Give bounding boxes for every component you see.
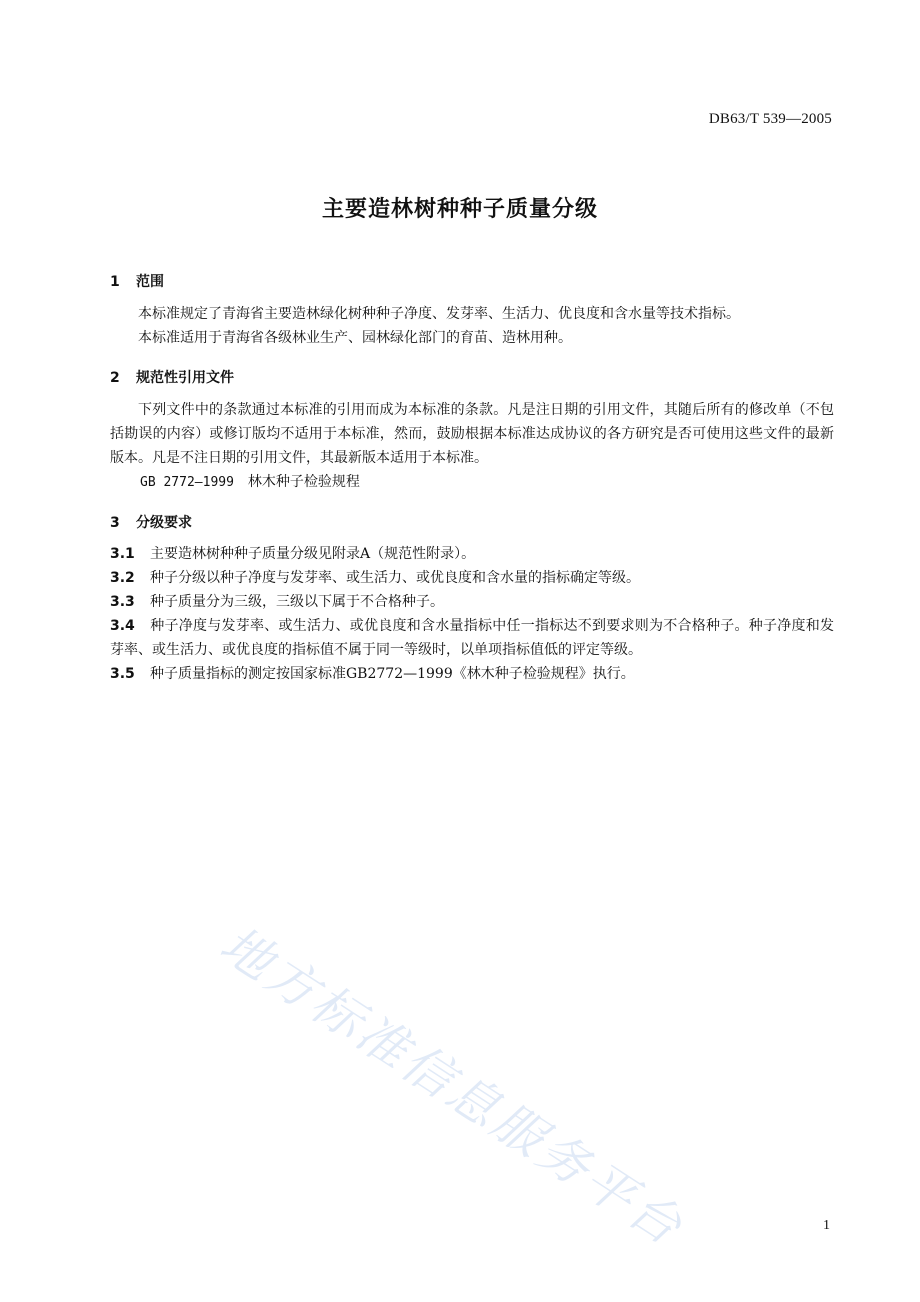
clause-text: 种子分级以种子净度与发芽率、或生活力、或优良度和含水量的指标确定等级。 bbox=[150, 570, 640, 586]
section-3-heading bbox=[110, 512, 192, 532]
section-1-body bbox=[110, 302, 834, 350]
reference-name: 林木种子检验规程 bbox=[247, 474, 360, 490]
section-1-paragraph-1: 本标准规定了青海省主要造林绿化树种种子净度、发芽率、生活力、优良度和含水量等技术指标。 bbox=[138, 306, 740, 322]
clause-text: 种子质量指标的测定按国家标准GB2772—1999《林木种子检验规程》执行。 bbox=[150, 666, 635, 682]
watermark: 地方标准信息服务平台 bbox=[210, 915, 695, 1258]
clause-3-3 bbox=[110, 590, 834, 614]
section-3-number: 3 bbox=[110, 515, 120, 531]
clause-number: 3.1 bbox=[110, 546, 135, 562]
section-2-paragraph: 下列文件中的条款通过本标准的引用而成为本标准的条款。凡是注日期的引用文件，其随后所有的修改单（不包括勘误的内容）或修订版均不适用于本标准，然而，鼓励根据本标准达成协议的各方研究是否可使用这些文件的最新版本。凡是不注日期的引用文件，其最新版本适用于本标准。 bbox=[110, 402, 834, 466]
clause-text: 种子净度与发芽率、或生活力、或优良度和含水量指标中任一指标达不到要求则为不合格种子。种子净度和发芽率、或生活力、或优良度的指标值不属于同一等级时，以单项指标值低的评定等级。 bbox=[110, 618, 834, 658]
section-2-body bbox=[110, 398, 834, 470]
section-1-heading bbox=[110, 271, 164, 291]
clause-text: 主要造林树种种子质量分级见附录A（规范性附录）。 bbox=[150, 546, 476, 562]
section-3-title: 分级要求 bbox=[136, 515, 192, 531]
document-title: 主要造林树种种子质量分级 bbox=[321, 197, 598, 222]
section-2-heading bbox=[110, 367, 234, 387]
section-2-title: 规范性引用文件 bbox=[136, 370, 234, 386]
section-1-number: 1 bbox=[110, 274, 120, 290]
section-1-paragraph-2: 本标准适用于青海省各级林业生产、园林绿化部门的育苗、造林用种。 bbox=[138, 330, 572, 346]
section-2-number: 2 bbox=[110, 370, 120, 386]
document-number: DB63/T 539—2005 bbox=[708, 111, 832, 127]
section-1-title: 范围 bbox=[136, 274, 164, 290]
clause-number: 3.4 bbox=[110, 618, 135, 634]
reference-code: GB 2772—1999 bbox=[140, 475, 234, 490]
clause-3-4 bbox=[110, 614, 834, 662]
clause-3-2 bbox=[110, 566, 834, 590]
normative-reference bbox=[140, 470, 360, 495]
clause-3-5 bbox=[110, 662, 834, 686]
clause-number: 3.3 bbox=[110, 594, 135, 610]
clause-number: 3.2 bbox=[110, 570, 135, 586]
clause-text: 种子质量分为三级，三级以下属于不合格种子。 bbox=[150, 594, 444, 610]
clause-number: 3.5 bbox=[110, 666, 135, 682]
page-number: 1 bbox=[823, 1218, 830, 1233]
clause-3-1 bbox=[110, 542, 834, 566]
